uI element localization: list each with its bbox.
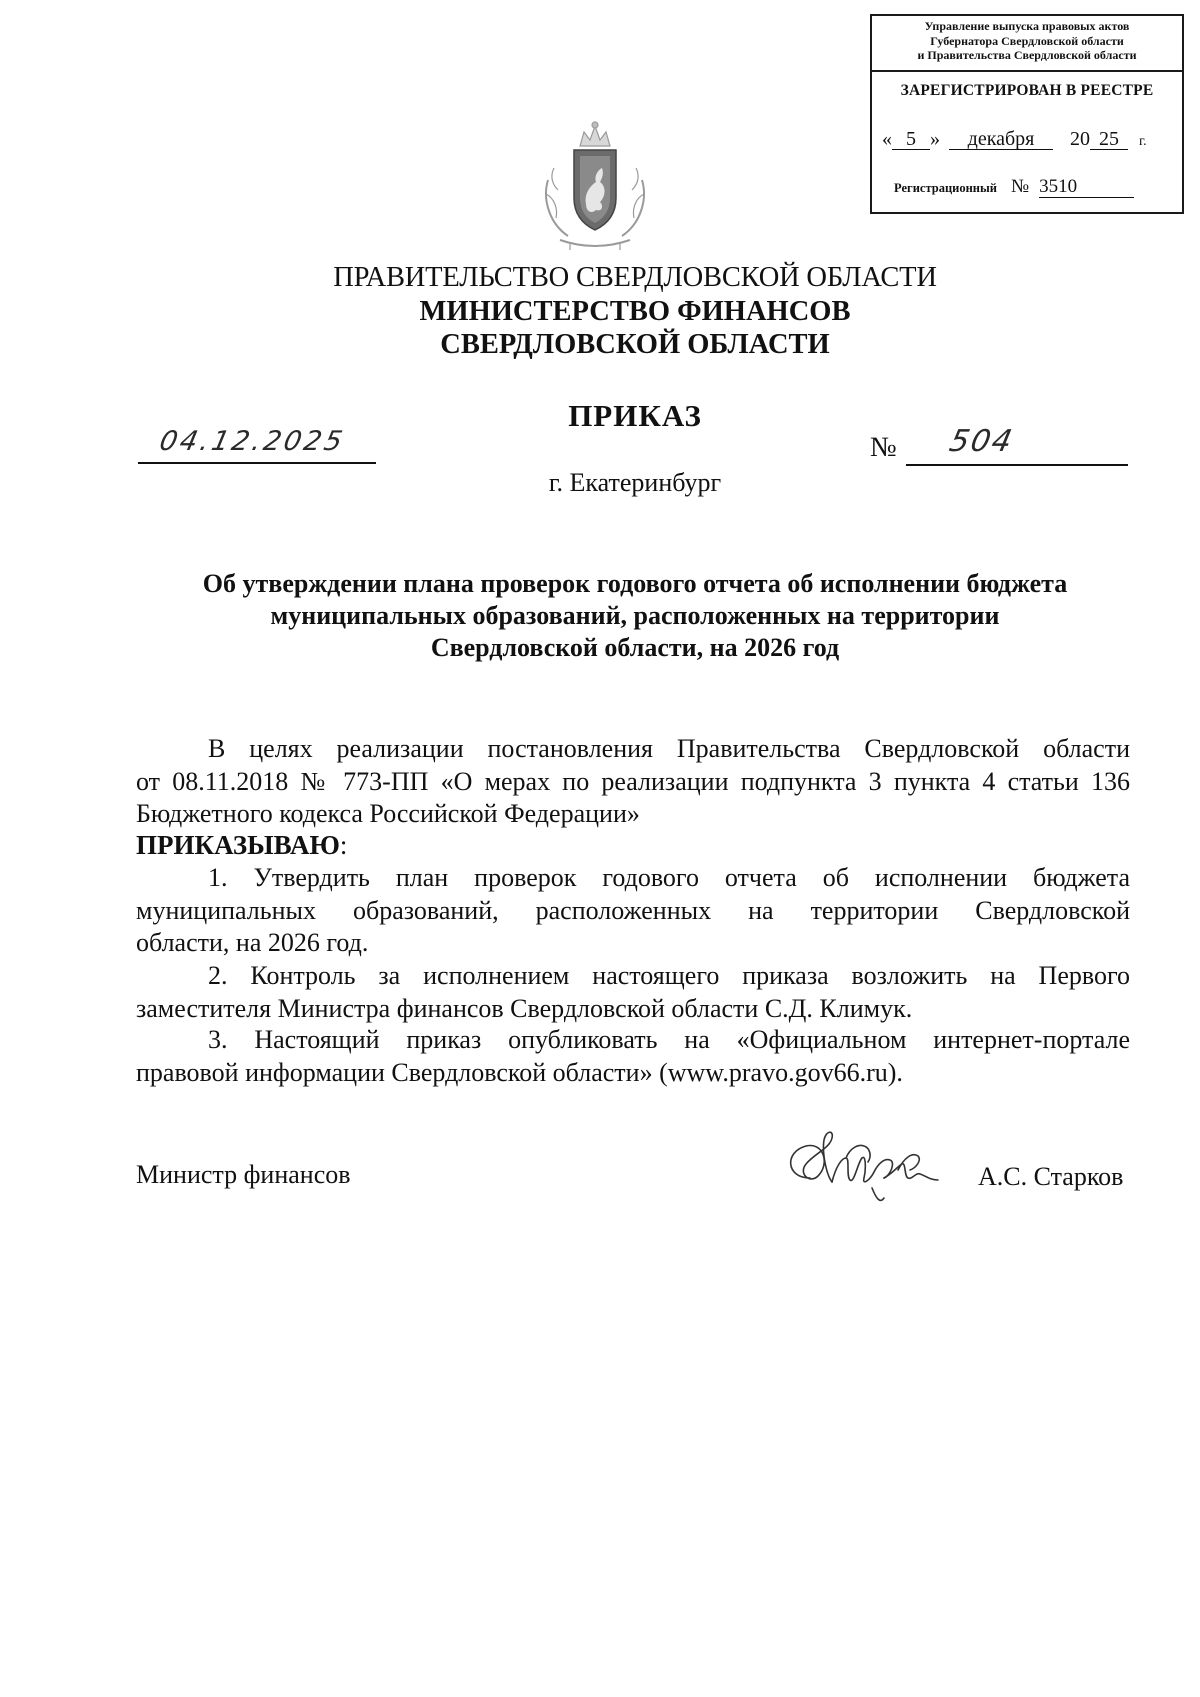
region-heading: СВЕРДЛОВСКОЙ ОБЛАСТИ xyxy=(440,329,830,360)
stamp-header xyxy=(872,16,1182,72)
item-3-paragraph xyxy=(136,1024,1130,1089)
item-2-paragraph xyxy=(136,960,1130,1025)
stamp-registered-label: ЗАРЕГИСТРИРОВАН В РЕЕСТРЕ xyxy=(900,82,1154,99)
preamble-line: Бюджетного кодекса Российской Федерации» xyxy=(136,799,640,828)
handwritten-number: 504 xyxy=(946,424,1017,459)
stamp-year-prefix: 20 xyxy=(1070,128,1090,150)
document-title xyxy=(140,568,1130,664)
number-sign: № xyxy=(870,432,897,463)
stamp-reg-no-sign: № xyxy=(1010,176,1030,197)
handwritten-number-field xyxy=(906,424,1128,466)
item-1-paragraph xyxy=(136,862,1130,960)
item-1-line: муниципальных образований, расположенных на территории Свердловской xyxy=(136,895,1130,925)
title-line: Свердловской области, на 2026 год xyxy=(430,633,840,662)
stamp-registration-number xyxy=(894,176,1134,198)
item-2-line: заместителя Министра финансов Свердловской области С.Д. Климук. xyxy=(136,993,913,1023)
stamp-year-suffix: 25 xyxy=(1090,129,1128,150)
decree-word-text: ПРИКАЗЫВАЮ xyxy=(136,830,340,860)
stamp-month: декабря xyxy=(949,129,1053,150)
item-3-line: 3. Настоящий приказ опубликовать на «Официальном интернет-портале xyxy=(208,1025,1130,1054)
stamp-quote-close: » xyxy=(930,128,940,150)
handwritten-signature xyxy=(780,1118,942,1210)
signatory-name: А.С. Старков xyxy=(978,1162,1124,1191)
title-line: Об утверждении плана проверок годового отчета об исполнении бюджета xyxy=(202,569,1068,598)
stamp-year-unit: г. xyxy=(1139,134,1147,149)
preamble-line: В целях реализации постановления Правительства Свердловской области xyxy=(208,734,1130,763)
stamp-header-line: Губернатора Свердловской области xyxy=(930,33,1124,48)
stamp-date xyxy=(882,128,1147,151)
item-1-line: области, на 2026 год. xyxy=(136,928,369,957)
registry-stamp xyxy=(870,14,1184,214)
handwritten-date-field xyxy=(138,424,376,464)
stamp-reg-number: 3510 xyxy=(1039,177,1134,198)
stamp-day: 5 xyxy=(892,129,930,150)
item-2-line: 2. Контроль за исполнением настоящего приказа возложить на Первого xyxy=(208,961,1130,990)
stamp-quote-open: « xyxy=(882,128,892,150)
item-1-line: 1. Утвердить план проверок годового отчета об исполнении бюджета xyxy=(208,863,1130,892)
handwritten-date: 04.12.2025 xyxy=(156,426,348,457)
title-line: муниципальных образований, расположенных на территории xyxy=(270,601,1000,630)
city: г. Екатеринбург xyxy=(548,468,722,497)
decree-colon: : xyxy=(339,830,348,860)
stamp-header-line: Управление выпуска правовых актов xyxy=(924,19,1130,33)
stamp-header-line: и Правительства Свердловской области xyxy=(917,48,1137,62)
preamble-paragraph xyxy=(136,733,1130,831)
coat-of-arms-icon xyxy=(540,120,650,252)
document-type: ПРИКАЗ xyxy=(568,398,702,433)
ministry-heading: МИНИСТЕРСТВО ФИНАНСОВ xyxy=(419,296,851,327)
decree-word xyxy=(136,830,347,861)
government-heading: ПРАВИТЕЛЬСТВО СВЕРДЛОВСКОЙ ОБЛАСТИ xyxy=(333,262,937,293)
signatory-position: Министр финансов xyxy=(136,1160,351,1189)
stamp-reg-label: Регистрационный xyxy=(894,181,997,195)
item-3-line: правовой информации Свердловской области» (www.pravo.gov66.ru). xyxy=(136,1057,903,1087)
preamble-line: от 08.11.2018 № 773-ПП «О мерах по реализации подпункта 3 пункта 4 статьи 136 xyxy=(136,766,1130,796)
